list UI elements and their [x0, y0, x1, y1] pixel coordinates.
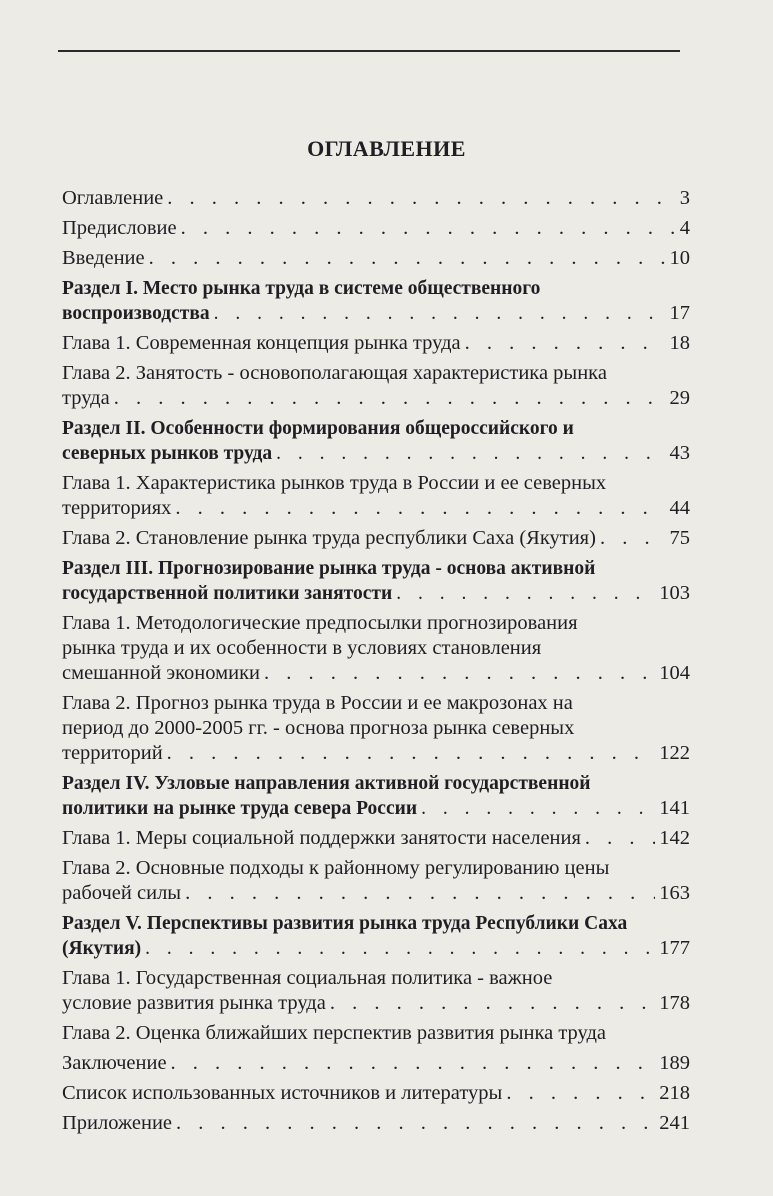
toc-entry	[62, 691, 690, 766]
toc-entry-line	[62, 991, 690, 1016]
toc-entry-line	[62, 741, 690, 766]
toc-entry-text: Приложение	[62, 1112, 173, 1134]
toc-entry	[62, 856, 690, 906]
toc-entry-line	[62, 361, 690, 386]
toc-entry-text: территорий	[62, 742, 163, 764]
toc-entry	[62, 186, 690, 211]
leader-dots	[465, 331, 666, 356]
toc-entry-line	[62, 966, 690, 991]
toc-entry-line	[62, 691, 690, 716]
toc-entry	[62, 966, 690, 1016]
toc-entry-text: смешанной экономики	[62, 662, 261, 684]
toc-entry-line	[62, 611, 690, 636]
toc-page-number: 10	[669, 247, 690, 269]
toc-entry-line	[62, 1111, 690, 1136]
toc-page-number: 178	[659, 992, 690, 1014]
leader-dots	[171, 1051, 656, 1076]
toc-page-number: 163	[659, 882, 690, 904]
toc-entry-line	[62, 771, 690, 796]
toc-entry	[62, 216, 690, 241]
leader-dots	[585, 826, 655, 851]
toc-entry-text: Глава 2. Основные подходы к районному регулированию цены	[62, 857, 610, 879]
toc-entry-text: Глава 1. Государственная социальная политика - важное	[62, 967, 553, 989]
toc-entry-text: Заключение	[62, 1052, 167, 1074]
toc-entry-text: Глава 2. Прогноз рынка труда в России и ее макрозонах на	[62, 692, 573, 714]
toc-entry-text: Раздел IV. Узловые направления активной государственной	[62, 773, 591, 794]
toc-page-number: 122	[659, 742, 690, 764]
page-title: ОГЛАВЛЕНИЕ	[307, 136, 466, 161]
leader-dots	[181, 216, 676, 241]
toc-entry	[62, 331, 690, 356]
toc-page-number: 218	[659, 1082, 690, 1104]
leader-dots	[264, 661, 655, 686]
toc-page-number: 104	[659, 662, 690, 684]
toc-entry-line	[62, 186, 690, 211]
toc-section-entry	[62, 276, 690, 326]
toc-page-number: 241	[659, 1112, 690, 1134]
toc-entry-line	[62, 636, 690, 661]
toc-entry-line	[62, 471, 690, 496]
toc-entry-text: Введение	[62, 247, 145, 269]
toc-page-number: 44	[669, 497, 690, 519]
toc-entry-line	[62, 526, 690, 551]
toc-entry-text: Глава 1. Современная концепция рынка труда	[62, 332, 461, 354]
toc-entry-line	[62, 881, 690, 906]
toc-entry-text: воспроизводства	[62, 303, 210, 324]
toc-entry-text: Глава 1. Характеристика рынков труда в России и ее северных	[62, 472, 607, 494]
toc-entry-line	[62, 826, 690, 851]
toc-entry-text: государственной политики занятости	[62, 583, 393, 604]
leader-dots	[214, 301, 666, 326]
table-of-contents	[62, 186, 690, 1141]
toc-entry-text: Глава 1. Меры социальной поддержки занятости населения	[62, 827, 581, 849]
toc-entry-line	[62, 441, 690, 466]
leader-dots	[330, 991, 655, 1016]
toc-entry	[62, 471, 690, 521]
leader-dots	[396, 581, 655, 606]
toc-page-number: 3	[679, 187, 690, 209]
toc-entry-line	[62, 301, 690, 326]
toc-entry-line	[62, 911, 690, 936]
toc-page-number: 75	[669, 527, 690, 549]
toc-entry	[62, 611, 690, 686]
toc-entry-text: Глава 1. Методологические предпосылки прогнозирования	[62, 612, 578, 634]
toc-entry-line	[62, 496, 690, 521]
toc-page-number: 141	[659, 797, 690, 819]
toc-section-entry	[62, 771, 690, 821]
leader-dots	[600, 526, 666, 551]
toc-entry-text: условие развития рынка труда	[62, 992, 326, 1014]
toc-page-number: 177	[659, 937, 690, 959]
header-rule	[58, 50, 680, 52]
toc-entry-text: Предисловие	[62, 217, 177, 239]
toc-entry-text: политики на рынке труда севера России	[62, 798, 418, 819]
toc-page-number: 29	[669, 387, 690, 409]
toc-entry-text: рынка труда и их особенности в условиях становления	[62, 637, 542, 659]
toc-entry	[62, 1081, 690, 1106]
toc-entry-text: северных рынков труда	[62, 443, 273, 464]
toc-entry-line	[62, 216, 690, 241]
toc-entry-text: Глава 2. Становление рынка труда республики Саха (Якутия)	[62, 527, 596, 549]
toc-entry-text: Раздел II. Особенности формирования общероссийского и	[62, 418, 574, 439]
toc-page-number: 18	[669, 332, 690, 354]
toc-entry-line	[62, 581, 690, 606]
leader-dots	[421, 796, 655, 821]
leader-dots	[176, 1111, 655, 1136]
toc-entry	[62, 826, 690, 851]
toc-entry-text: труда	[62, 387, 110, 409]
toc-entry-text: (Якутия)	[62, 938, 142, 959]
toc-entry	[62, 526, 690, 551]
leader-dots	[149, 246, 666, 271]
toc-entry	[62, 246, 690, 271]
toc-entry-text: Список использованных источников и литературы	[62, 1082, 503, 1104]
toc-entry-line	[62, 856, 690, 881]
toc-page-number: 4	[679, 217, 690, 239]
toc-entry-line	[62, 1051, 690, 1076]
toc-page-number: 17	[669, 302, 690, 324]
toc-entry-text: территориях	[62, 497, 172, 519]
toc-entry-line	[62, 331, 690, 356]
toc-page-number: 142	[659, 827, 690, 849]
toc-entry	[62, 1051, 690, 1076]
toc-page-number: 189	[659, 1052, 690, 1074]
toc-page-number: 103	[659, 582, 690, 604]
toc-entry	[62, 1111, 690, 1136]
toc-entry-text: Глава 2. Занятость - основополагающая характеристика рынка	[62, 362, 607, 384]
toc-entry	[62, 361, 690, 411]
toc-entry-line	[62, 716, 690, 741]
toc-entry-line	[62, 1021, 690, 1046]
toc-entry-text: Раздел I. Место рынка труда в системе общественного	[62, 278, 541, 299]
toc-entry-line	[62, 386, 690, 411]
leader-dots	[167, 741, 656, 766]
toc-section-entry	[62, 911, 690, 961]
toc-entry-text: период до 2000-2005 гг. - основа прогноза рынка северных	[62, 717, 575, 739]
toc-entry-text: Раздел V. Перспективы развития рынка труда Республики Саха	[62, 913, 628, 934]
leader-dots	[276, 441, 665, 466]
toc-entry-line	[62, 661, 690, 686]
toc-entry-line	[62, 416, 690, 441]
toc-entry-line	[62, 246, 690, 271]
toc-entry-line	[62, 796, 690, 821]
toc-entry-text: рабочей силы	[62, 882, 182, 904]
toc-entry-text: Раздел III. Прогнозирование рынка труда - основа активной	[62, 558, 596, 579]
toc-entry-line	[62, 556, 690, 581]
toc-section-entry	[62, 416, 690, 466]
toc-entry-line	[62, 276, 690, 301]
toc-entry-text: Оглавление	[62, 187, 164, 209]
toc-entry	[62, 1021, 690, 1046]
toc-page-number: 43	[669, 442, 690, 464]
leader-dots	[175, 496, 665, 521]
leader-dots	[145, 936, 655, 961]
leader-dots	[167, 186, 675, 211]
leader-dots	[114, 386, 666, 411]
leader-dots	[185, 881, 655, 906]
toc-entry-line	[62, 1081, 690, 1106]
toc-section-entry	[62, 556, 690, 606]
toc-entry-line	[62, 936, 690, 961]
leader-dots	[506, 1081, 655, 1106]
toc-entry-text: Глава 2. Оценка ближайших перспектив развития рынка труда	[62, 1022, 607, 1044]
